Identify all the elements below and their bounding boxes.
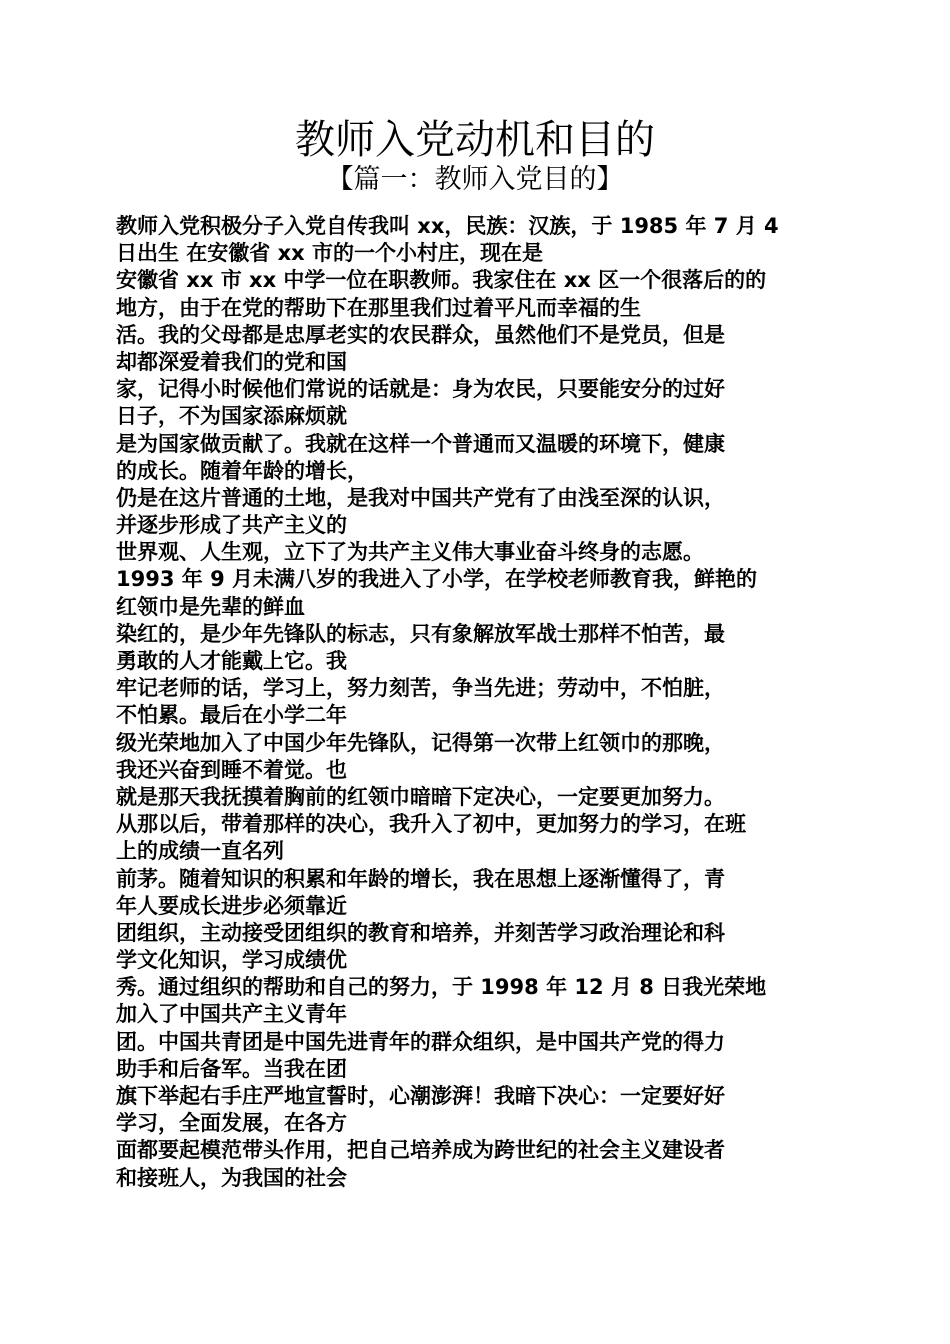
text-line: 勇敢的人才能戴上它。我 <box>116 649 347 673</box>
text-line: 旗下举起右手庄严地宣誓时，心潮澎湃！我暗下决心：一定要好好 <box>116 1084 725 1108</box>
text-line: 教师入党积极分子入党自传我叫 xx，民族：汉族，于 1985 年 7 月 4 <box>116 214 779 238</box>
text-line: 活。我的父母都是忠厚老实的农民群众，虽然他们不是党员，但是 <box>116 322 725 347</box>
text-line: 助手和后备军。当我在团 <box>116 1056 347 1081</box>
text-line: 染红的，是少年先锋队的标志，只有象解放军战士那样不怕苦，最 <box>116 621 725 646</box>
text-line: 不怕累。最后在小学二年 <box>116 703 347 728</box>
text-line: 前茅。随着知识的积累和年龄的增长，我在思想上逐渐懂得了，青 <box>116 866 725 891</box>
text-line: 面都要起模范带头作用，把自己培养成为跨世纪的社会主义建设者 <box>116 1138 725 1163</box>
text-line: 是为国家做贡献了。我就在这样一个普通而又温暖的环境下，健康 <box>116 431 725 456</box>
text-line: 的成长。随着年龄的增长， <box>116 458 368 483</box>
text-line: 牢记老师的话，学习上，努力刻苦，争当先进；劳动中，不怕脏， <box>116 676 725 701</box>
text-line: 却都深爱着我们的党和国 <box>116 349 347 374</box>
text-line: 日子，不为国家添麻烦就 <box>116 404 347 429</box>
text-line: 团组织，主动接受团组织的教育和培养，并刻苦学习政治理论和科 <box>116 920 725 945</box>
text-line: 从那以后，带着那样的决心，我升入了初中，更加努力的学习，在班 <box>116 812 746 837</box>
text-line: 秀。通过组织的帮助和自己的努力，于 1998 年 12 月 8 日我光荣地 <box>116 975 767 1000</box>
text-line: 地方，由于在党的帮助下在那里我们过着平凡而幸福的生 <box>116 295 641 320</box>
text-line: 就是那天我抚摸着胸前的红领巾暗暗下定决心，一定要更加努力。 <box>116 784 725 809</box>
text-line: 学习，全面发展，在各方 <box>116 1111 347 1136</box>
text-line: 团。中国共青团是中国先进青年的群众组织，是中国共产党的得力 <box>116 1029 725 1054</box>
text-line: 1993 年 9 月未满八岁的我进入了小学，在学校老师教育我，鲜艳的 <box>116 567 757 592</box>
text-line: 上的成绩一直名列 <box>116 839 284 864</box>
text-line: 加入了中国共产主义青年 <box>116 1002 347 1027</box>
text-line: 世界观、人生观，立下了为共产主义伟大事业奋斗终身的志愿。 <box>116 540 704 565</box>
text-line: 并逐步形成了共产主义的 <box>116 513 347 538</box>
text-line: 家，记得小时候他们常说的话就是：身为农民，只要能安分的过好 <box>116 377 725 402</box>
section-heading: 【篇一：教师入党目的】 <box>326 164 624 195</box>
text-line: 学文化知识，学习成绩优 <box>116 948 347 973</box>
text-line: 红领巾是先辈的鲜血 <box>116 594 305 619</box>
text-line: 级光荣地加入了中国少年先锋队，记得第一次带上红领巾的那晚， <box>116 730 725 755</box>
text-line: 年人要成长进步必须靠近 <box>116 893 347 918</box>
text-line: 日出生 在安徽省 xx 市的一个小村庄，现在是 <box>116 241 544 266</box>
body-text <box>116 213 836 1192</box>
text-line: 仍是在这片普通的土地，是我对中国共产党有了由浅至深的认识， <box>116 485 725 510</box>
text-line: 我还兴奋到睡不着觉。也 <box>116 757 347 782</box>
text-line: 和接班人，为我国的社会 <box>116 1165 347 1190</box>
page-title: 教师入党动机和目的 <box>295 117 655 163</box>
text-line: 安徽省 xx 市 xx 中学一位在职教师。我家住在 xx 区一个很落后的的 <box>116 268 767 293</box>
